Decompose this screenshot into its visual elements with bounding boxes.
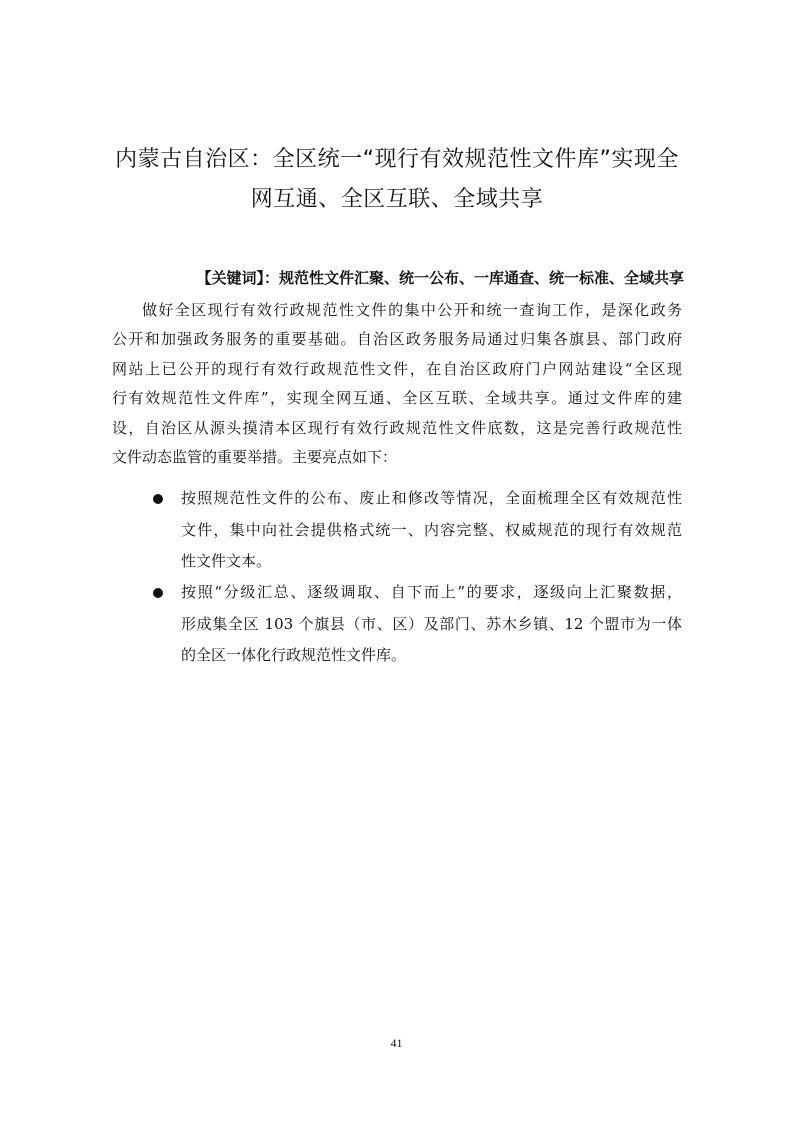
bullet-item [112, 577, 682, 672]
paragraph-line: 做好全区现行有效行政规范性文件的集中公开和统一查询工作，是深化政务 [142, 301, 682, 319]
page-number: 41 [390, 1036, 403, 1050]
bullet-line: 按照规范性文件的公布、废止和修改等情况，全面梳理全区有效规范性 [181, 489, 682, 507]
bullet-dot-icon [153, 588, 163, 598]
bullet-line: 的全区一体化行政规范性文件库。 [181, 646, 407, 664]
paragraph-line: 公开和加强政务服务的重要基础。自治区政务服务局通过归集各旗县、部门政府 [112, 330, 682, 349]
bullet-line: 按照“分级汇总、逐级调取、自下而上”的要求，逐级向上汇聚数据， [181, 583, 682, 601]
bullet-line: 文件，集中向社会提供格式统一、内容完整、权威规范的现行有效规范 [181, 520, 682, 539]
title-line-1: 内蒙古自治区：全区统一“现行有效规范性文件库”实现全 [115, 147, 679, 172]
paragraph-line: 文件动态监管的重要举措。主要亮点如下： [112, 447, 398, 466]
document-title [112, 140, 682, 220]
bullet-item [112, 483, 682, 578]
body-paragraph [112, 296, 682, 472]
paragraph-line: 行有效规范性文件库”，实现全网互通、全区互联、全域共享。通过文件库的建 [112, 389, 682, 408]
bullet-line: 性文件文本。 [181, 552, 272, 570]
paragraph-line: 网站上已公开的现行有效行政规范性文件，在自治区政府门户网站建设“全区现 [112, 359, 682, 378]
bullet-line: 形成集全区 103 个旗县（市、区）及部门、苏木乡镇、12 个盟市为一体 [181, 614, 682, 633]
keywords-line: 【关键词】：规范性文件汇聚、统一公布、一库通查、统一标准、全域共享 [196, 269, 684, 287]
paragraph-line: 设，自治区从源头摸清本区现行有效行政规范性文件底数，这是完善行政规范性 [112, 418, 682, 437]
bullet-dot-icon [153, 494, 163, 504]
title-line-2: 网互通、全区互联、全域共享 [250, 187, 544, 212]
